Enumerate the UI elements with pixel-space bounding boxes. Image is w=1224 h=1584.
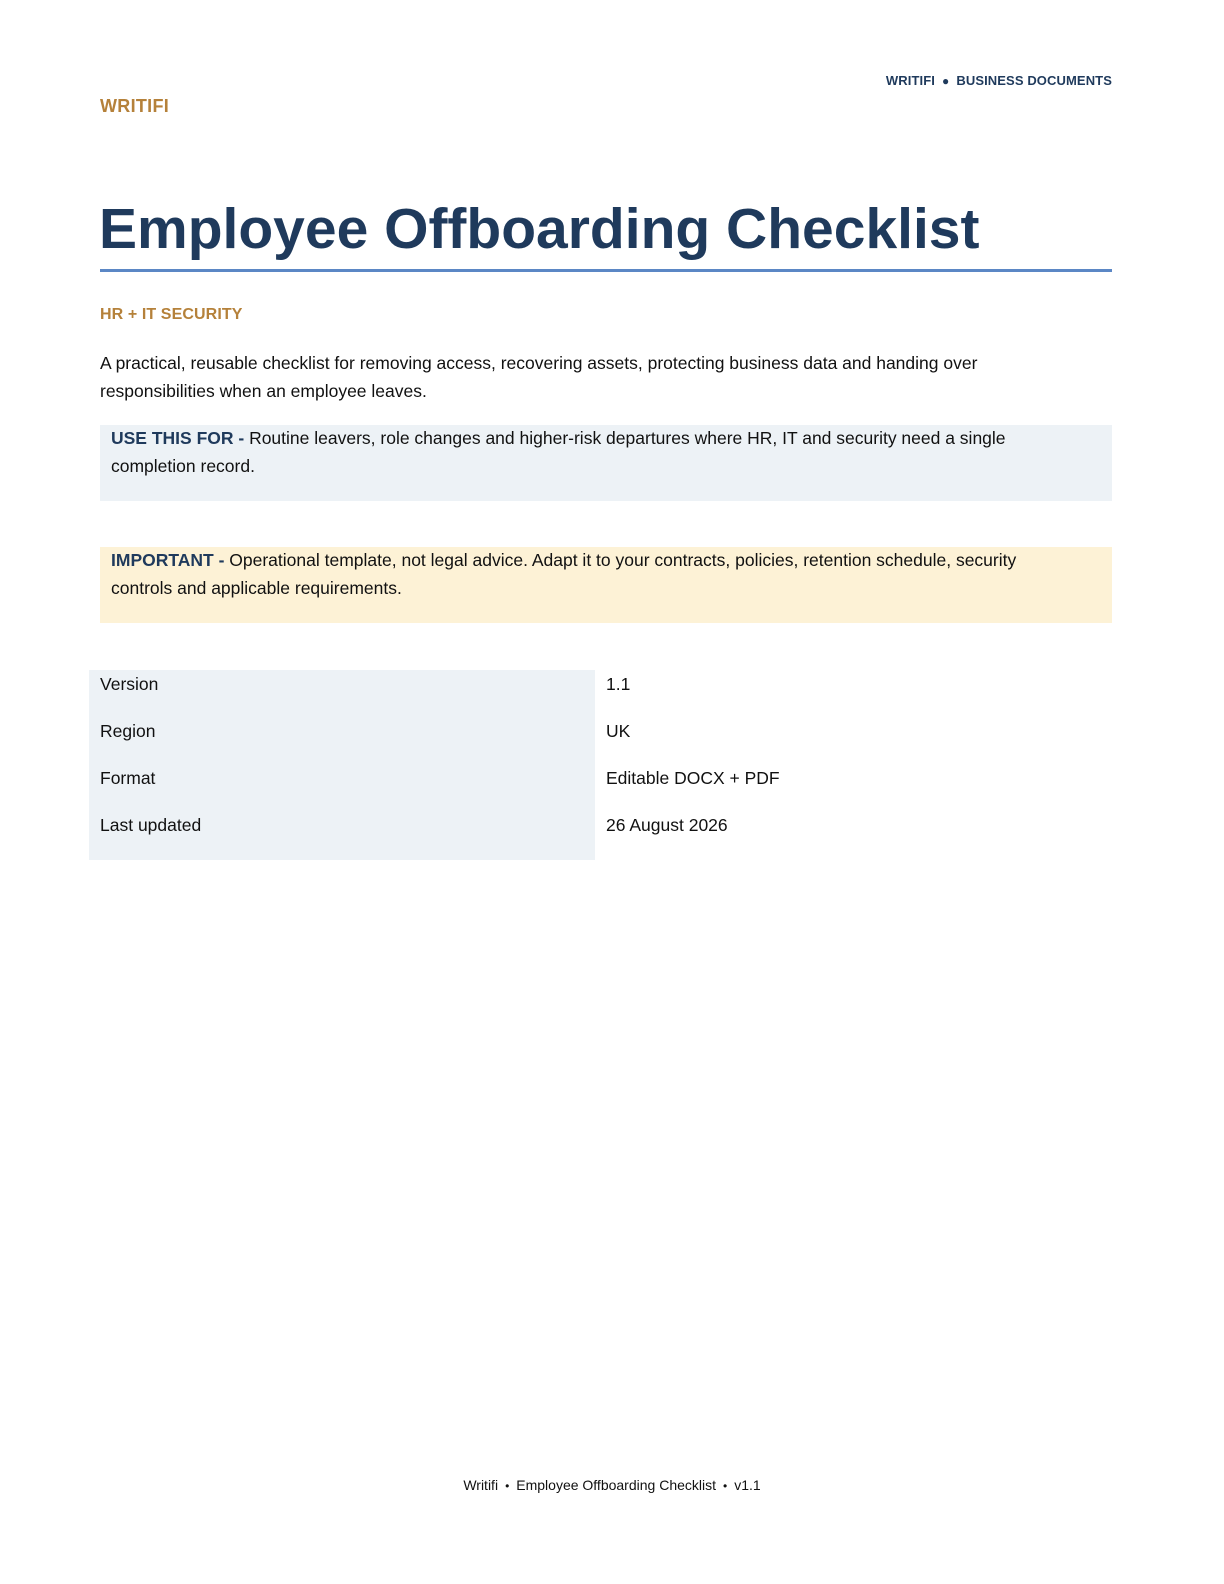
footer-separator: •	[505, 1479, 510, 1493]
meta-label: Region	[100, 721, 156, 741]
important-text: Operational template, not legal advice. Adapt it to your contracts, policies, retention schedule, security controls and applicable requirements.	[111, 550, 1017, 598]
running-header-separator: ●	[941, 74, 950, 88]
brand-wordmark: WRITIFI	[100, 96, 170, 116]
meta-value: UK	[606, 721, 631, 741]
running-header-brand: WRITIFI	[885, 73, 935, 88]
meta-label: Version	[100, 674, 159, 694]
footer-version: v1.1	[734, 1477, 761, 1493]
meta-row-last-updated	[89, 811, 1112, 858]
running-header-category: BUSINESS DOCUMENTS	[956, 73, 1112, 88]
intro-paragraph: A practical, reusable checklist for removing access, recovering assets, protecting business data and handing over responsibilities when an employee leaves.	[100, 353, 978, 401]
meta-value: Editable DOCX + PDF	[606, 768, 780, 788]
meta-row-format	[89, 764, 1112, 811]
use-this-for-lead: USE THIS FOR -	[111, 428, 250, 448]
important-callout	[100, 547, 1112, 623]
use-this-for-callout	[100, 425, 1112, 501]
important-lead: IMPORTANT -	[111, 550, 230, 570]
meta-label: Format	[100, 768, 156, 788]
footer-separator: •	[723, 1479, 728, 1493]
use-this-for-text: Routine leavers, role changes and higher-risk departures where HR, IT and security need a single completion record.	[111, 428, 1006, 476]
title-underline	[100, 269, 1112, 272]
running-header	[886, 73, 1112, 88]
document-subtitle: HR + IT SECURITY	[100, 306, 243, 323]
meta-value: 1.1	[606, 674, 631, 694]
footer-brand: Writifi	[463, 1477, 499, 1493]
footer-doc-title: Employee Offboarding Checklist	[516, 1477, 716, 1493]
document-title: Employee Offboarding Checklist	[99, 197, 980, 261]
meta-row-region	[89, 717, 1112, 764]
page-footer	[0, 1477, 1224, 1493]
meta-value: 26 August 2026	[606, 815, 728, 835]
meta-label: Last updated	[100, 815, 202, 835]
meta-row-version	[89, 670, 1112, 717]
